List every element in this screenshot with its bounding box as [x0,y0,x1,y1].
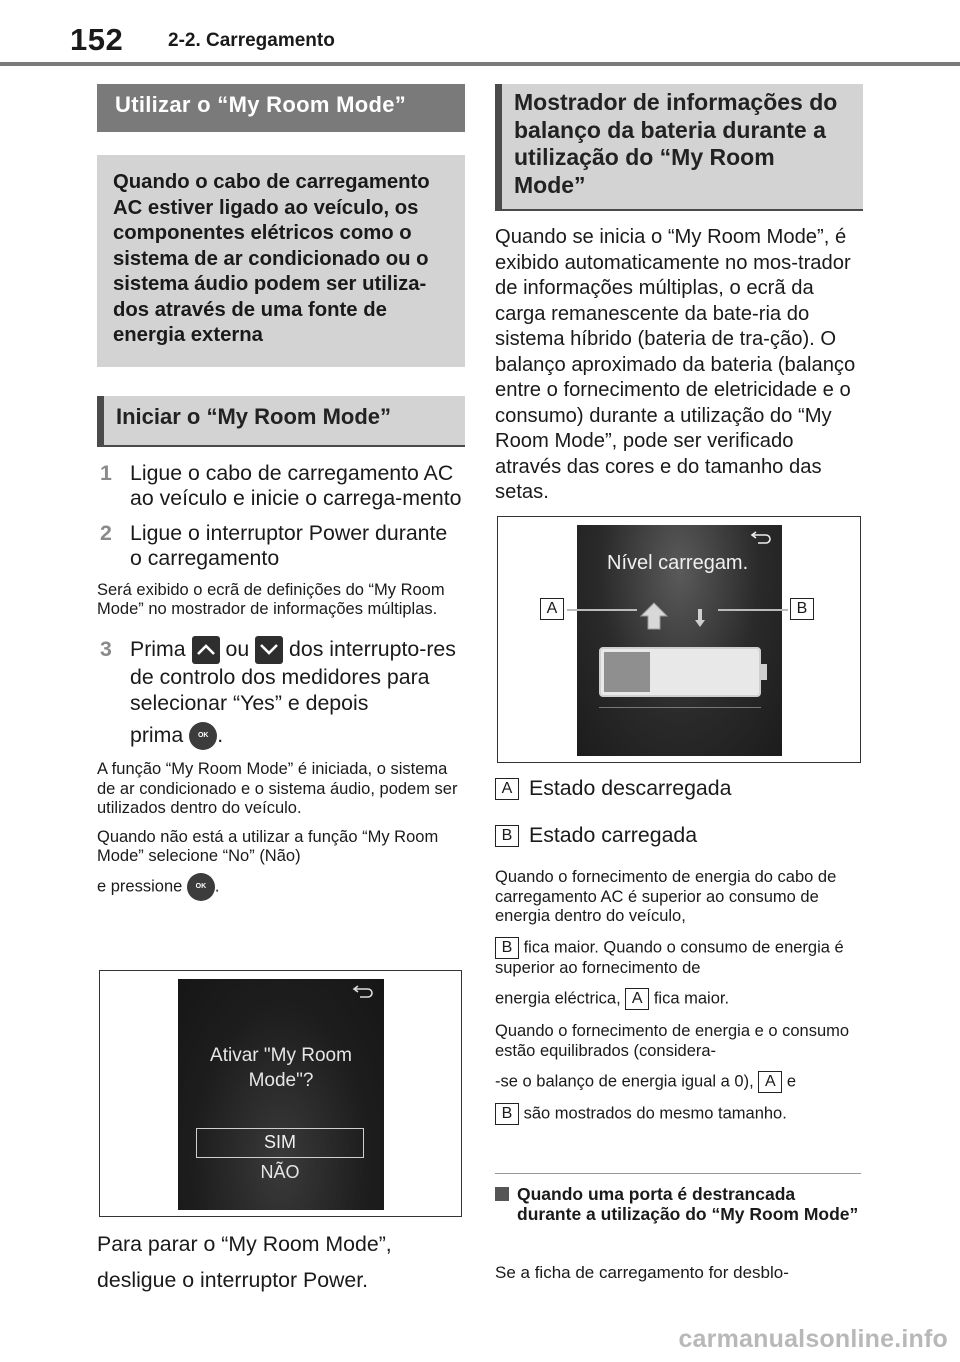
battery-balance-figure [497,516,861,763]
step-text: Ligue o interruptor Power durante o carregamento [130,520,448,570]
legend-label-b: B [495,825,519,847]
display-screen [577,525,782,756]
last-line: Se a ficha de carregamento for desblo- [495,1263,789,1282]
pointer-line-b [718,609,788,611]
inline-label-a: A [625,988,649,1010]
watermark: carmanualsonline.info [678,1325,948,1353]
explanation-p3-b: e [786,1072,797,1091]
arrow-down-small-icon [693,607,707,629]
page-header [0,0,960,64]
step3-text-b: ou [225,636,250,661]
balance-explanation [495,868,863,1125]
chevron-up-icon [192,636,220,664]
explanation-p1-tail-text: fica maior. Quando o consumo de energia é superior ao fornecimento de [495,937,844,977]
arrow-up-large-icon [639,601,669,631]
inline-label-b: B [495,937,519,959]
step-number: 2 [100,520,112,545]
step3-text-d: prima [130,722,184,747]
legend-item-b [495,823,863,848]
info-box: Quando o cabo de carregamento AC estiver ligado ao veículo, os componentes elétricos como o sistema de ar condicionado ou o sistema áudio podem ser utiliza-dos através de uma fonte de energia externa [97,155,465,367]
callout-label-b: B [790,598,814,620]
step-number: 1 [100,460,112,485]
ok-button-icon: OK [187,873,215,901]
step-text: Ligue o cabo de carregamento AC ao veículo e inicie o carrega-mento [130,460,462,510]
my-room-mode-screen-figure [99,970,462,1217]
header-divider [0,62,960,66]
step-2 [97,521,465,571]
back-arrow-icon [750,530,772,544]
note-no [97,828,465,901]
inline-label-a: A [758,1071,782,1093]
legend-text-b: Estado carregada [529,823,698,847]
battery-gauge [599,647,761,697]
step3-text-e: . [217,722,224,747]
step-2-note: Será exibido o ecrã de definições do “My Room Mode” no mostrador de informações múltiplas. [97,580,445,618]
explanation-p3-end [495,1103,863,1125]
heading-use-my-room-mode: Utilizar o “My Room Mode” [97,84,465,132]
subheading-door-unlocked [495,1184,863,1224]
intro-paragraph: Quando se inicia o “My Room Mode”, é exibido automaticamente no mos-trador de informações múltiplas, o ecrã da carga remanescente da bate-ria do sistema híbrido (bateria de tra-ção). O balanço aproximado da bateria (balanço entre o fornecimento de eletricidade e o consumo) durante a utilização do “My Room Mode”, pode ser verificado através das cores e do tamanho das setas. [495,226,856,503]
explanation-p1-tail [495,937,863,979]
stop-line-2: desligue o interruptor Power. [97,1268,369,1292]
battery-terminal [761,664,767,680]
step3-text-a: Prima [130,636,186,661]
note-no-text: Quando não está a utilizar a função “My Room Mode” selecione “No” (Não) [97,827,439,866]
battery-scale [599,707,761,715]
right-column [495,84,863,506]
explanation-p3: Quando o fornecimento de energia e o consumo estão equilibrados (considera- [495,1022,850,1060]
step-text [130,636,465,751]
step-3 [97,636,465,751]
note-no-end: . [214,877,220,896]
explanation-p2 [495,988,863,1010]
left-column [97,84,465,901]
subsection-divider [495,1173,861,1174]
callout-label-a: A [540,598,564,620]
stop-line-1: Para parar o “My Room Mode”, [97,1232,392,1256]
section-title: 2-2. Carregamento [168,30,335,51]
subheading-text: Quando uma porta é destrancada durante a utilização do “My Room Mode” [517,1184,859,1224]
screen-question: Ativar "My Room Mode"? [210,1045,352,1091]
step-1 [97,461,465,511]
explanation-p3-line [495,1071,863,1093]
screen-charge-title: Nível carregam. [607,552,749,574]
step-number: 3 [100,636,112,661]
heading-start-my-room-mode: Iniciar o “My Room Mode” [97,396,465,447]
back-arrow-icon [352,984,374,998]
heading-battery-balance: Mostrador de informações do balanço da bateria durante a utilização do “My Room Mode” [495,84,863,211]
chevron-down-icon [255,636,283,664]
explanation-p3-c: são mostrados do mesmo tamanho. [523,1104,787,1123]
display-screen [178,979,384,1210]
stop-instructions [97,1226,465,1298]
explanation-p3-a: -se o balanço de energia igual a 0), [495,1072,754,1091]
legend [495,776,863,848]
legend-item-a [495,776,863,801]
page-number: 152 [70,22,124,57]
pointer-line-a [567,609,637,611]
legend-label-a: A [495,778,519,800]
ok-button-icon: OK [189,722,217,750]
explanation-p2-b: fica maior. [653,989,730,1008]
legend-text-a: Estado descarregada [529,776,732,800]
step3-text-c: dos interrupto-res de controlo dos medidores para selecionar “Yes” e depois [130,636,456,715]
explanation-p2-a: energia eléctrica, [495,989,621,1008]
note-no-press: e pressione [97,877,183,896]
screen-option-no: NÃO [260,1162,300,1182]
square-bullet-icon [495,1187,509,1201]
note-started: A função “My Room Mode” é iniciada, o sistema de ar condicionado e o sistema áudio, podem ser utilizados dentro do veículo. [97,760,458,818]
battery-gauge-fill [604,652,650,692]
inline-label-b: B [495,1103,519,1125]
screen-option-yes: SIM [196,1128,364,1158]
explanation-p1: Quando o fornecimento de energia do cabo de carregamento AC é superior ao consumo de energia dentro do veículo, [495,868,837,925]
